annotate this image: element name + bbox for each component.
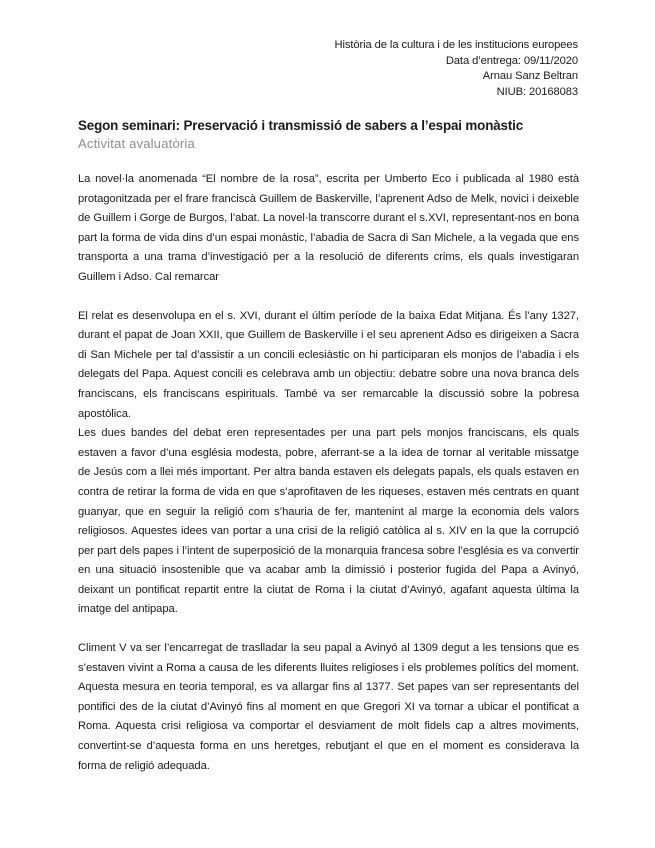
paragraph-1: La novel·la anomenada “El nombre de la rosa”, escrita per Umberto Eco i publicada al 1980 està protagonitzada per el frare franciscà Guillem de Baskerville, l’aprenent Adso de Melk, novici i deixeble de Guillem i Gorge de Burgos, l’abat. La novel·la transcorre durant el s.XVI, representant-nos en bona part la forma de vida dins d’un espai monàstic, l’abadia de Sacra di San Michele, a la vegada que ens transporta a una trama d’investigació per a la resolució de diferents crims, els quals investigaran Guillem i Adso. Cal remarcar	[78, 173, 579, 283]
document-header	[335, 38, 578, 100]
title-label: Segon seminari:	[78, 118, 180, 133]
student-id: NIUB: 20168083	[496, 85, 578, 98]
course-name: Història de la cultura i de les institucions europees	[334, 39, 578, 51]
delivery-date: Data d’entrega: 09/11/2020	[445, 54, 578, 67]
author-name: Arnau Sanz Beltran	[482, 70, 578, 83]
paragraph-4: Climent V va ser l’encarregat de traslladar la seu papal a Avinyó al 1309 degut a les tensions que es s’estaven vivint a Roma a causa de les diferents lluites religioses i els problemes polítics del moment. Aquesta mesura en teoria temporal, es va allargar fins al 1377. Set papes van ser representants del pontifici des de la ciutat d’Avinyó fins al moment en que Gregori XI va tornar a ubicar el pontificat a Roma. Aquesta crisi religiosa va comportar el desviament de molt fidels cap a altres moviments, convertint-se d’aquesta forma en uns heretges, rebutjant el que en el moment es considerava la forma de religió adequada.	[78, 642, 579, 772]
page-title	[78, 117, 578, 135]
paragraph-3: Les dues bandes del debat eren representades per una part pels monjos franciscans, els quals estaven a favor d’una església modesta, pobre, aferrant-se a la idea de tornar al veritable missatge de Jesús com a llei més important. Per altra banda estaven els delegats papals, els quals estaven en contra de retirar la forma de vida en que s’aprofitaven de les riqueses, estaven més centrats en quant guanyar, que en seguir la religió com s’hauria de fer, mantenint al marge la economia dels valors religiosos. Aquestes idees van portar a una crisi de la religió catòlica al s. XIV en la que la corrupció per part dels papes i l’intent de superposició de la monarquia francesa sobre l’església es va convertir en una situació insostenible que va acabar amb la dimissió i posterior fugida del Papa a Avinyó, deixant un pontificat repartit entre la ciutat de Roma i la ciutat d’Avinyó, agafant aquesta última la imatge del antipapa.	[78, 427, 579, 616]
page-subtitle: Activitat avaluatòria	[78, 136, 195, 151]
document-body	[78, 170, 579, 776]
title-text: Preservació i transmissió de sabers a l’espai monàstic	[183, 118, 524, 133]
paragraph-2: El relat es desenvolupa en el s. XVI, durant el últim període de la baixa Edat Mitjana. És l’any 1327, durant el papat de Joan XXII, que Guillem de Baskerville i el seu aprenent Adso es dirigeixen a Sacra di San Michele per tal d’assistir a un concili eclesiàstic on hi participaran els monjos de l’abadia i els delegats del Papa. Aquest concili es celebrava amb un objectiu: debatre sobre una nova branca dels franciscans, els franciscans espirituals. També va ser remarcable la discussió sobre la pobresa apostòlica.	[78, 309, 579, 420]
title-block	[78, 117, 578, 153]
